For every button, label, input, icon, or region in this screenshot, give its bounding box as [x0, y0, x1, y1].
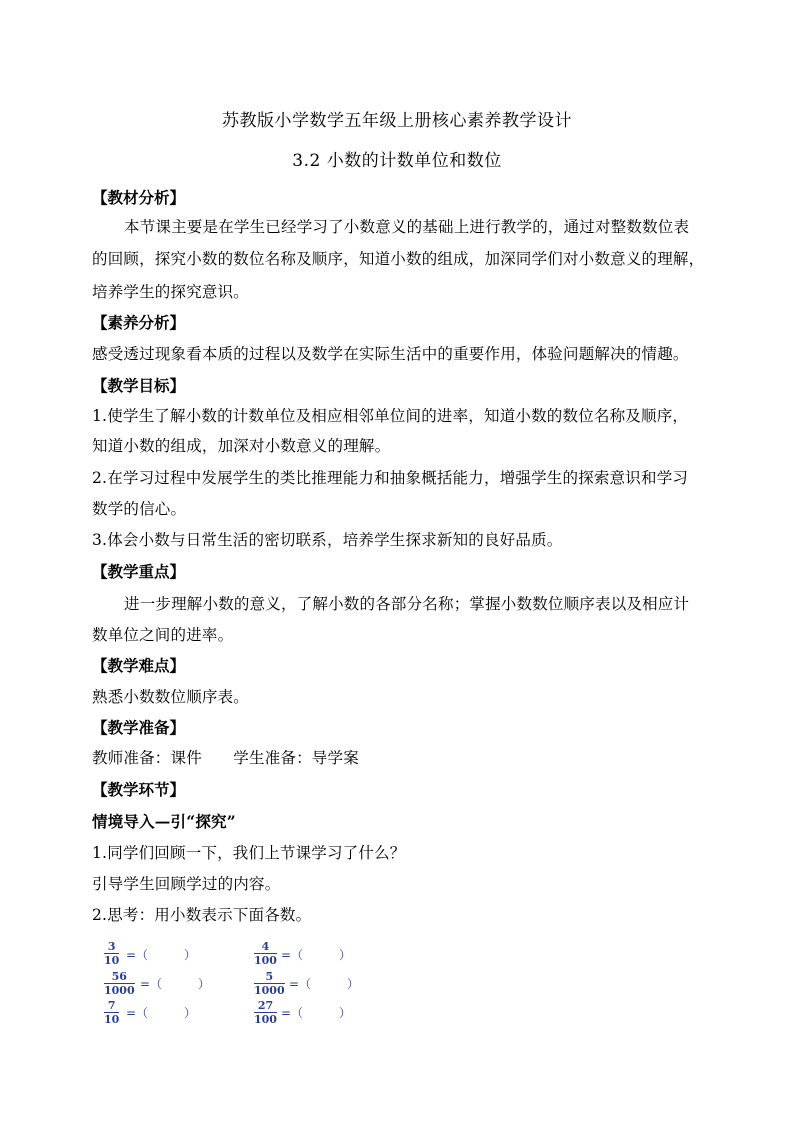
- paragraph-line: 培养学生的探究意识。: [92, 283, 250, 301]
- paragraph-line: 教师准备：课件 学生准备：导学案: [92, 749, 359, 767]
- fraction: 7 10: [104, 999, 120, 1026]
- paragraph-line: 熟悉小数数位顺序表。: [92, 688, 250, 706]
- subsection-heading: 情境导入—引“探究”: [92, 812, 236, 831]
- answer-blank: =（ ）: [140, 977, 211, 991]
- section-heading-mubiao: 【教学目标】: [92, 376, 186, 395]
- paragraph-line: 引导学生回顾学过的内容。: [92, 875, 281, 893]
- answer-blank: =（ ）: [281, 1006, 352, 1020]
- paragraph-line: 知道小数的组成，加深对小数意义的理解。: [92, 437, 391, 455]
- section-heading-nandian: 【教学难点】: [92, 656, 186, 675]
- answer-blank: =（ ）: [289, 977, 360, 991]
- fraction: 27 100: [254, 999, 277, 1026]
- paragraph-line: 进一步理解小数的意义，了解小数的各部分名称；掌握小数数位顺序表以及相应计: [124, 595, 690, 613]
- section-heading-huanjie: 【教学环节】: [92, 780, 186, 799]
- fraction: 4 100: [254, 940, 277, 967]
- paragraph-line: 1.使学生了解小数的计数单位及相应相邻单位间的进率，知道小数的数位名称及顺序，: [92, 407, 689, 425]
- paragraph-line: 1.同学们回顾一下，我们上节课学习了什么？: [92, 844, 406, 862]
- paragraph-line: 2.思考：用小数表示下面各数。: [92, 906, 312, 924]
- fraction: 3 10: [104, 940, 120, 967]
- paragraph-line: 2.在学习过程中发展学生的类比推理能力和抽象概括能力，增强学生的探索意识和学习: [92, 469, 689, 487]
- fraction: 56 1000: [104, 970, 135, 997]
- paragraph-line: 的回顾，探究小数的数位名称及顺序，知道小数的组成，加深同学们对小数意义的理解，: [92, 250, 705, 268]
- paragraph-line: 本节课主要是在学生已经学习了小数意义的基础上进行教学的，通过对整数数位表: [124, 218, 690, 236]
- section-heading-suyang: 【素养分析】: [92, 313, 186, 332]
- paragraph-line: 数学的信心。: [92, 500, 187, 518]
- fraction: 5 1000: [254, 970, 285, 997]
- answer-blank: =（ ）: [126, 1006, 197, 1020]
- section-heading-zhunbei: 【教学准备】: [92, 718, 186, 737]
- paragraph-line: 3.体会小数与日常生活的密切联系，培养学生探求新知的良好品质。: [92, 531, 563, 549]
- answer-blank: =（ ）: [281, 948, 352, 962]
- lesson-title: 3.2 小数的计数单位和数位: [292, 151, 502, 171]
- document-title: 苏教版小学数学五年级上册核心素养教学设计: [222, 111, 572, 131]
- answer-blank: =（ ）: [126, 948, 197, 962]
- section-heading-jiaocai: 【教材分析】: [92, 188, 186, 207]
- paragraph-line: 感受透过现象看本质的过程以及数学在实际生活中的重要作用，体验问题解决的情趣。: [92, 345, 689, 363]
- section-heading-zhongdian: 【教学重点】: [92, 562, 186, 581]
- paragraph-line: 数单位之间的进率。: [92, 626, 234, 644]
